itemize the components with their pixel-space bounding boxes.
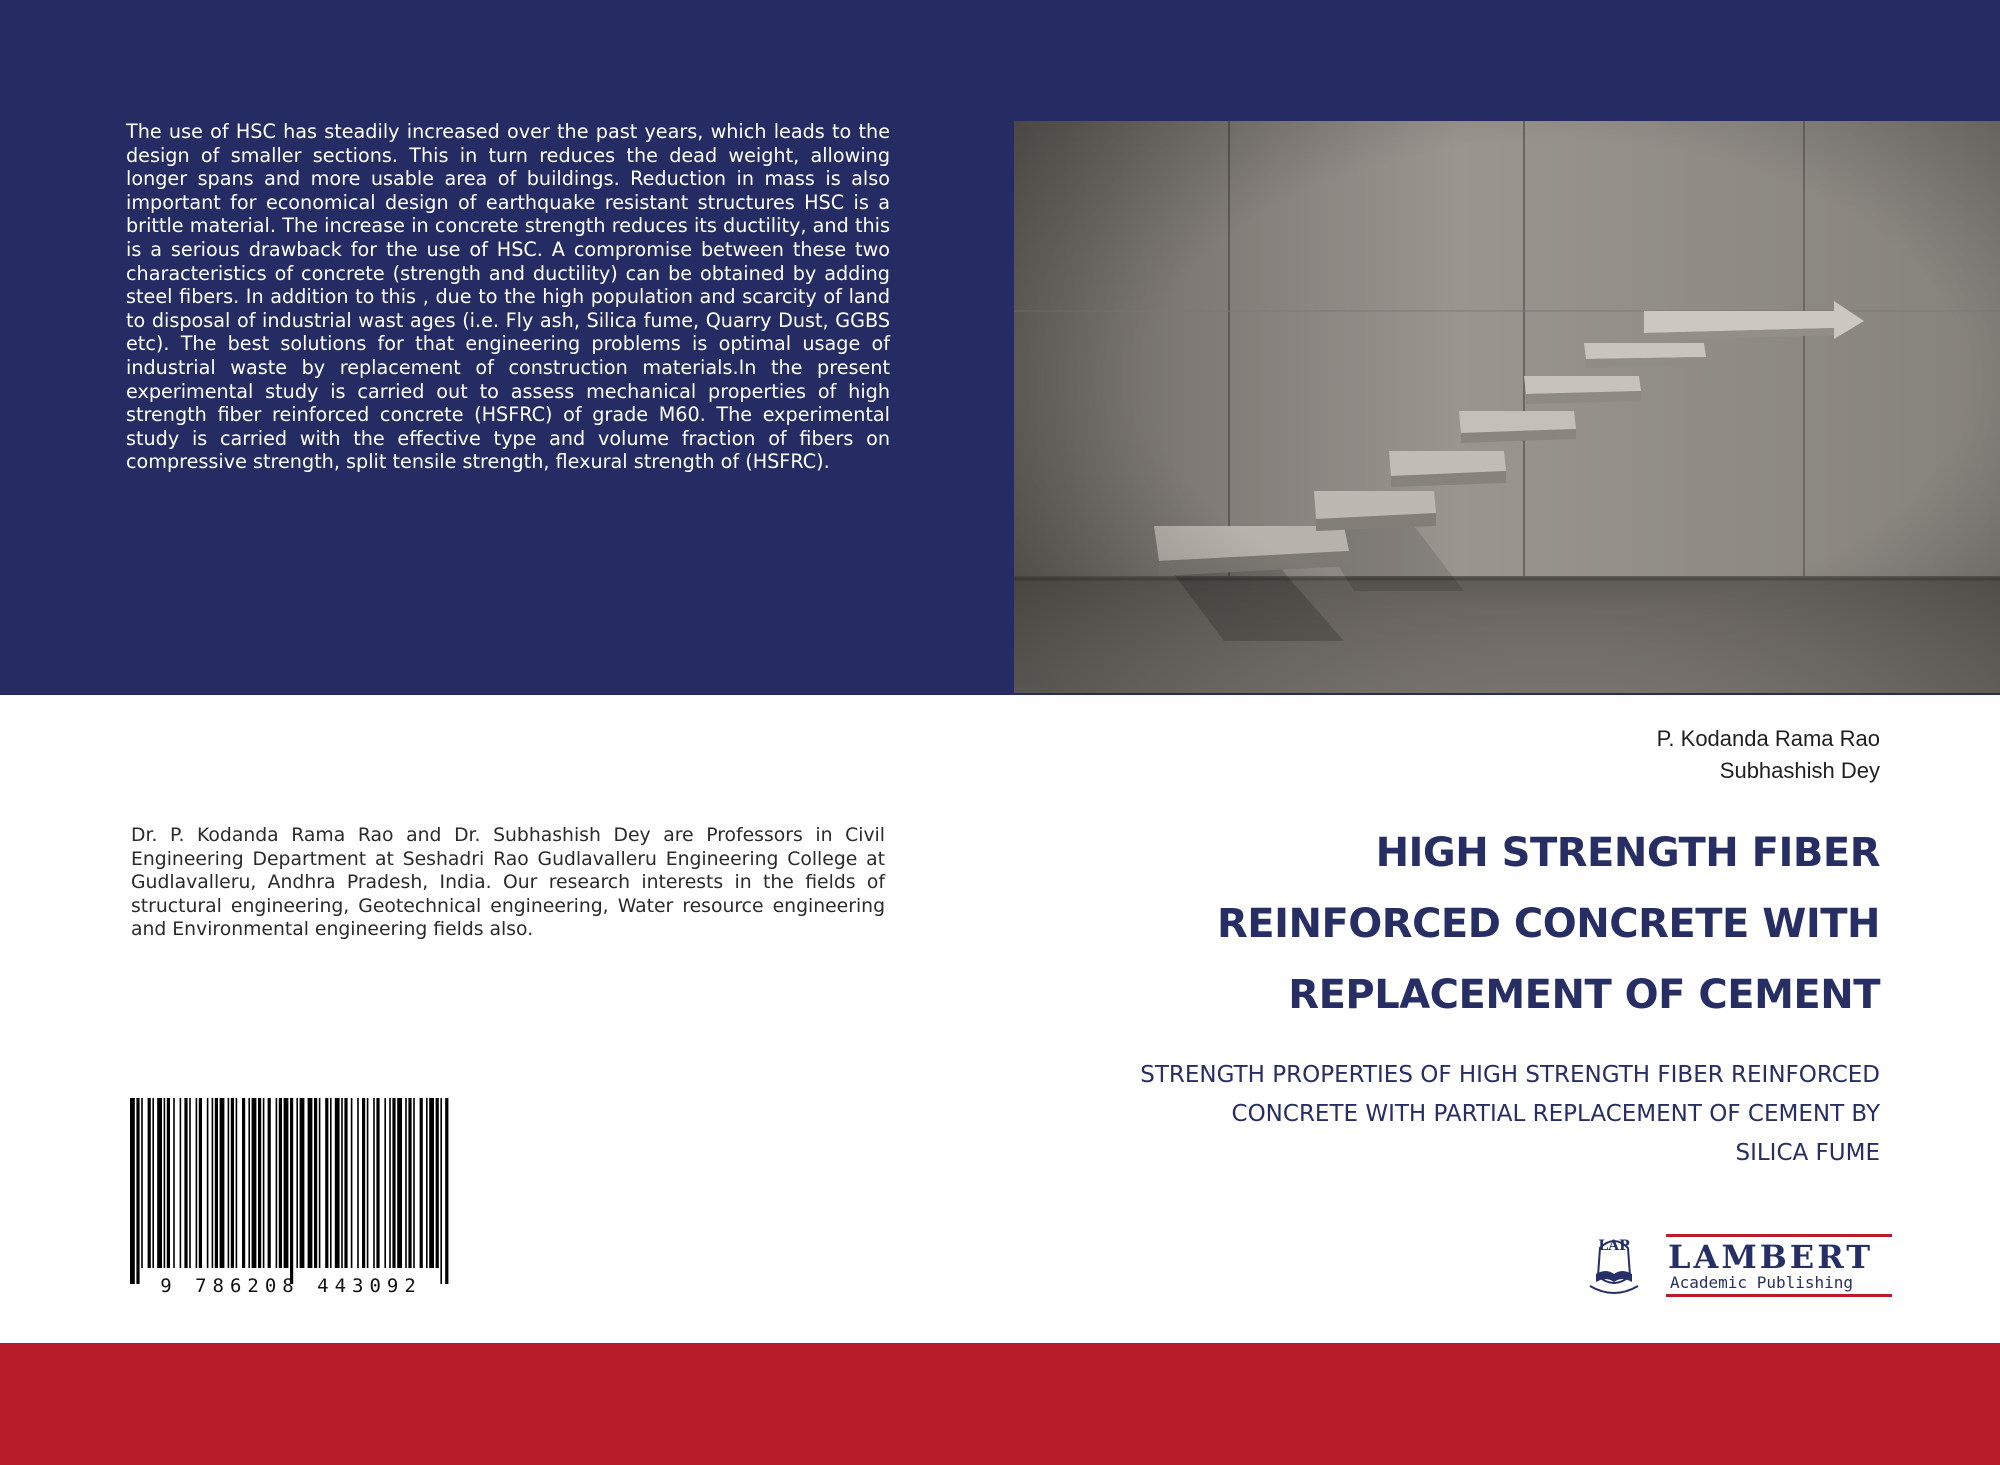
cover-bottom-band (0, 1343, 2000, 1465)
author-bio: Dr. P. Kodanda Rama Rao and Dr. Subhashish Dey are Professors in Civil Engineering Department at Seshadri Rao Gudlavalleru Engineering College at Gudlavalleru, Andhra Pradesh, India. Our research interests in the fields of structural engineering, Geotechnical engineering, Water resource engineering and Environmental engineering fields also. (131, 825, 885, 941)
book-subtitle (980, 1056, 1880, 1173)
book-subtitle-line: STRENGTH PROPERTIES OF HIGH STRENGTH FIBER REINFORCED (1140, 1062, 1880, 1088)
concrete-steps-arrow-icon (1014, 121, 2000, 693)
book-subtitle-line: CONCRETE WITH PARTIAL REPLACEMENT OF CEMENT BY (1231, 1101, 1880, 1127)
publisher-logo (1578, 1228, 1896, 1308)
book-title-line: REPLACEMENT OF CEMENT (1288, 972, 1880, 1018)
book-title (980, 818, 1880, 1031)
isbn-digits: 9 786208 443092 (160, 1275, 422, 1297)
author-name: P. Kodanda Rama Rao (1656, 726, 1880, 751)
publisher-tagline: Academic Publishing (1670, 1273, 1854, 1292)
publisher-name: LAMBERT (1668, 1238, 1874, 1276)
isbn-barcode (128, 1098, 454, 1298)
author-name: Subhashish Dey (1719, 758, 1880, 783)
lap-seal-icon (1590, 1238, 1638, 1293)
publisher-badge: LAP (1598, 1238, 1630, 1254)
book-subtitle-line: SILICA FUME (1735, 1140, 1880, 1166)
author-names (1657, 723, 1880, 787)
back-cover-blurb: The use of HSC has steadily increased over the past years, which leads to the design of smaller sections. This in turn reduces the dead weight, allowing longer spans and more usable area of buildings. Reduction in mass is also important for economical design of earthquake resistant structures HSC is a brittle material. The increase in concrete strength reduces its ductility, and this is a serious drawback for the use of HSC. A compromise between these two characteristics of concrete (strength and ductility) can be obtained by adding steel fibers. In addition to this , due to the high population and scarcity of land to disposal of industrial wast ages (i.e. Fly ash, Silica fume, Quarry Dust, GGBS etc). The best solutions for that engineering problems is optimal usage of industrial waste by replacement of construction materials.In the present experimental study is carried out to assess mechanical properties of high strength fiber reinforced concrete (HSFRC) of grade M60. The experimental study is carried with the effective type and volume fraction of fibers on compressive strength, split tensile strength, flexural strength of (HSFRC). (126, 120, 890, 474)
book-title-line: HIGH STRENGTH FIBER (1375, 830, 1880, 876)
book-title-line: REINFORCED CONCRETE WITH (1216, 901, 1880, 947)
